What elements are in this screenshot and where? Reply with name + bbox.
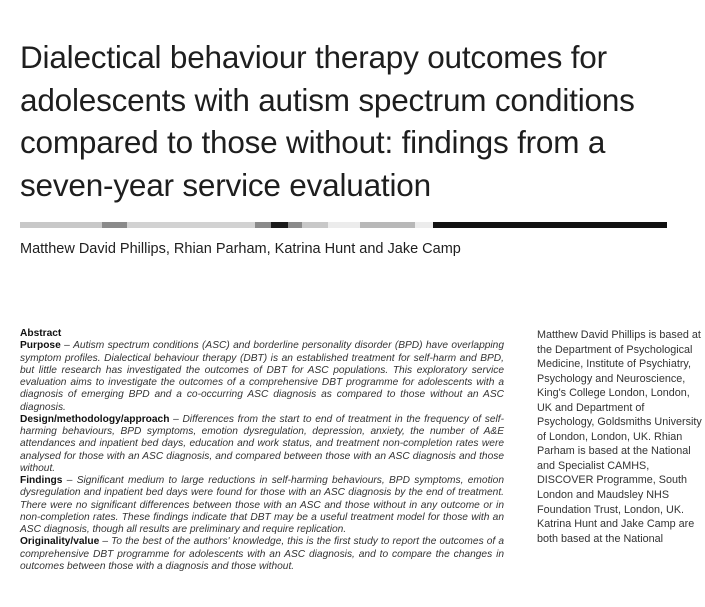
author-list: Matthew David Phillips, Rhian Parham, Katrina Hunt and Jake Camp [20, 241, 461, 257]
rule-segment [20, 222, 102, 228]
section-label: Findings [20, 475, 63, 486]
section-label: Design/methodology/approach [20, 413, 170, 425]
section-text: To the best of the authors' knowledge, this is the first study to report the outcomes of a comprehensive DBT programme for adolescents with an ASC diagnosis, and to compare the changes in outcomes between those with a diagnosis and those without. [20, 536, 505, 572]
section-text: Autism spectrum conditions (ASC) and borderline personality disorder (BPD) have overlapping symptom profiles. Dialectical behaviour therapy (DBT) is an established treatment for self-harm and BPD, but little research has investigated the outcomes of DBT for ASC populations. This exploratory service evaluation aims to investigate the outcomes of a comprehensive DBT programme for adolescents with a diagnosis of emerging BPD and a co-occurring ASC diagnosis as compared to those without an ASC diagnosis. [20, 340, 504, 413]
abstract-heading: Abstract [20, 328, 62, 339]
abstract-section-design: Design/methodology/approach – Differences from the start to end of treatment in the frequency of self-harming behaviours, BPD symptoms, emotion dysregulation, depression, anxiety, the number of A&E attendances and inpatient bed days, education and work status, and treatment non-completion rates were analysed for those with an ASC diagnosis, and compared between those with an ASC diagnosis and those without. [20, 413, 504, 474]
rule-segment [328, 222, 360, 228]
abstract [20, 328, 504, 573]
rule-segment [302, 222, 328, 228]
section-text: Differences from the start to end of treatment in the frequency of self-harming behaviours, BPD symptoms, emotion dysregulation, depression, anxiety, the number of A&E attendances and inpatient bed days, education and work status, and treatment non-completion rates were analysed for those with an ASC diagnosis, and compared between those with an ASC diagnosis and those without. [20, 413, 504, 474]
section-label: Originality/value [20, 536, 100, 548]
rule-segment [127, 222, 255, 228]
rule-segment [288, 222, 302, 228]
rule-segment [255, 222, 271, 228]
rule-segment [360, 222, 415, 228]
abstract-section-originality: Originality/value – To the best of the authors' knowledge, this is the first study to report the outcomes of a comprehensive DBT programme for adolescents with an ASC diagnosis, and to compare the changes in outcomes between those with a diagnosis and those without. [20, 536, 505, 572]
rule-segment [102, 222, 127, 228]
section-text: Significant medium to large reductions in self-harming behaviours, BPD symptoms, emotion dysregulation and inpatient bed days were found for those with an ASC diagnosis by the end of treatment. There were no significant differences between those with an ASC and those without in any outcome or in non-completion rates. These findings indicate that DBT may be a useful treatment model for those with an ASC diagnosis, though all results are preliminary and require replication. [20, 475, 504, 535]
decorative-rule [20, 222, 667, 228]
section-label: Purpose [20, 340, 61, 352]
rule-segment [433, 222, 667, 228]
abstract-section-purpose: Purpose – Autism spectrum conditions (ASC) and borderline personality disorder (BPD) have overlapping symptom profiles. Dialectical behaviour therapy (DBT) is an established treatment for self-harm and BPD, but little research has investigated the outcomes of DBT for ASC populations. This exploratory service evaluation aims to investigate the outcomes of a comprehensive DBT programme for adolescents with a diagnosis of emerging BPD and a co-occurring ASC diagnosis as compared to those without an ASC diagnosis. [20, 340, 504, 413]
abstract-section-findings: Findings – Significant medium to large reductions in self-harming behaviours, BPD symptoms, emotion dysregulation and inpatient bed days were found for those with an ASC diagnosis by the end of treatment. There were no significant differences between those with an ASC and those without in any outcome or in non-completion rates. These findings indicate that DBT may be a useful treatment model for those with an ASC diagnosis, though all results are preliminary and require replication. [20, 475, 504, 535]
article-title: Dialectical behaviour therapy outcomes for adolescents with autism spectrum conditions compared to those without: findings from a seven-year service evaluation [20, 39, 635, 203]
rule-segment [415, 222, 433, 228]
author-affiliations: Matthew David Phillips is based at the Department of Psychological Medicine, Institute of Psychiatry, Psychology and Neuroscience, King's College London, London, UK and Department of Psychology, Goldsmiths University of London, London, UK. Rhian Parham is based at the National and Specialist CAMHS, DISCOVER Programme, South London and Maudsley NHS Foundation Trust, London, UK. Katrina Hunt and Jake Camp are both based at the National [537, 329, 702, 545]
rule-segment [271, 222, 288, 228]
